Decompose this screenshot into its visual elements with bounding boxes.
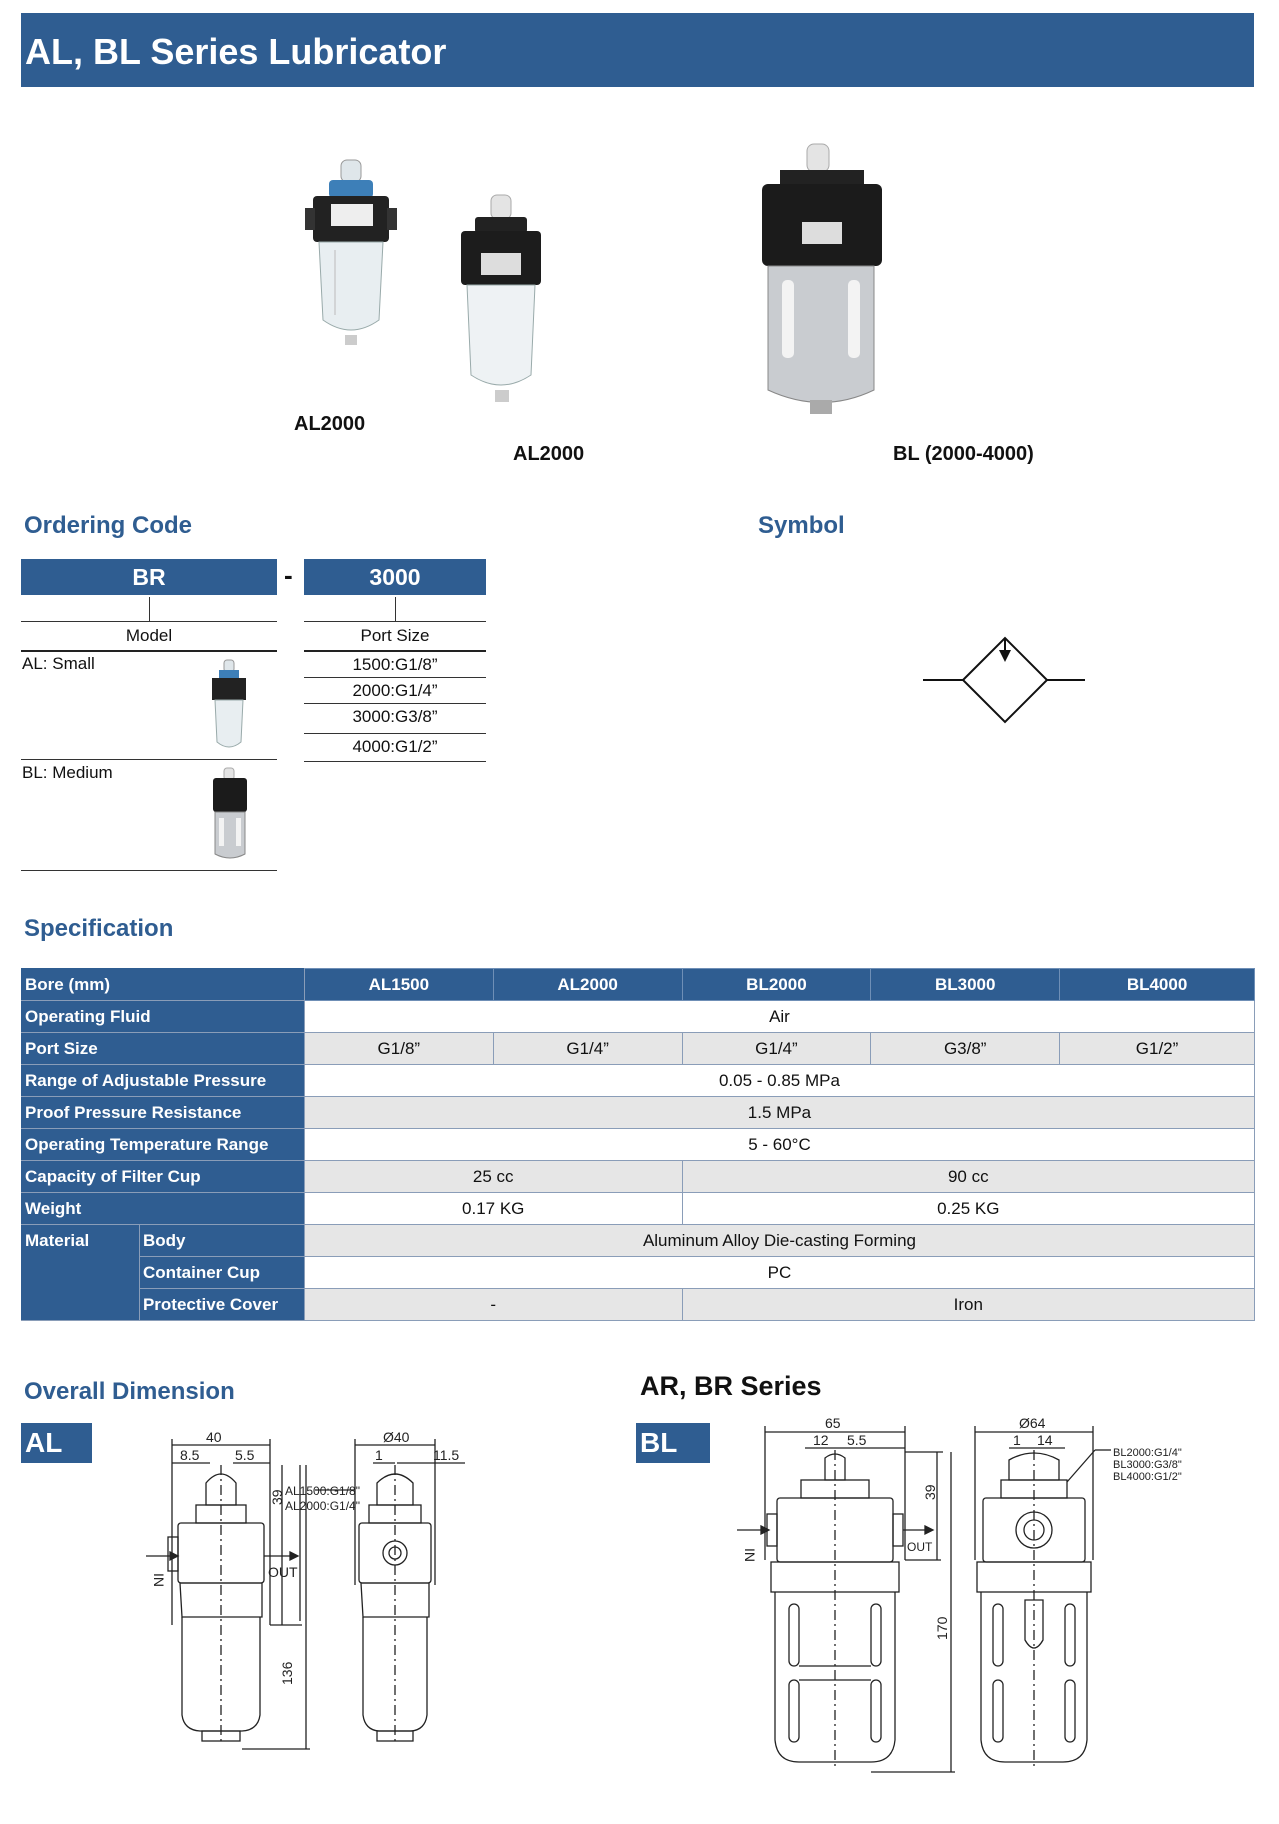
overall-dimension-title: Overall Dimension [24,1378,235,1405]
row-header: Operating Fluid [22,1001,305,1033]
table-row [22,1193,1255,1225]
code-separator: - [284,560,293,590]
bl-dimension-drawing [735,1410,1205,1780]
port-header: Port Size [360,626,430,645]
port-option: 1500:G1/8” [352,655,438,674]
table-cell: PC [304,1257,1254,1289]
table-row [22,1161,1255,1193]
model-header: Model [125,626,173,645]
model-al-thumbnail [208,656,252,754]
svg-text:40: 40 [206,1429,222,1445]
table-cell: G1/4” [493,1033,682,1065]
divider [304,761,486,762]
divider [304,733,486,734]
divider [21,650,277,652]
table-cell: G1/8” [304,1033,493,1065]
table-cell: 5 - 60°C [304,1129,1254,1161]
row-header: Range of Adjustable Pressure [22,1065,305,1097]
series-title: AR, BR Series [640,1371,822,1401]
table-cell: 0.25 KG [682,1193,1254,1225]
photo-label-3: BL (2000-4000) [893,443,1034,465]
row-subheader: Body [139,1225,304,1257]
al-side-view [285,1429,465,1745]
divider [304,677,486,678]
lubricator-symbol [915,630,1090,730]
table-row [22,1065,1255,1097]
svg-text:AL2000:G1/4": AL2000:G1/4" [285,1499,360,1513]
table-row [22,1001,1255,1033]
divider [21,870,277,871]
al-front-view [146,1429,310,1749]
row-header: Capacity of Filter Cup [22,1161,305,1193]
lubricator-bl-photo [762,144,882,414]
table-cell: 25 cc [304,1161,682,1193]
table-cell: 0.05 - 0.85 MPa [304,1065,1254,1097]
photo-label-1: AL2000 [294,413,366,435]
table-cell: Aluminum Alloy Die-casting Forming [304,1225,1254,1257]
svg-text:OUT: OUT [268,1564,298,1580]
port-option: 2000:G1/4” [352,681,438,700]
svg-text:BL2000:G1/4": BL2000:G1/4" [1113,1447,1182,1459]
row-header: Operating Temperature Range [22,1129,305,1161]
table-row [22,969,1255,1001]
svg-text:12: 12 [813,1432,829,1448]
svg-text:170: 170 [934,1616,950,1640]
column-header: BL2000 [682,969,871,1001]
divider [21,759,277,760]
bl-side-view [975,1415,1182,1770]
svg-text:5.5: 5.5 [847,1432,867,1448]
row-header: Proof Pressure Resistance [22,1097,305,1129]
photo-label-2: AL2000 [513,443,585,465]
product-photos [240,140,1120,480]
table-row [22,1257,1255,1289]
connector-line [149,597,150,621]
model-bl-thumbnail [208,766,252,864]
model-option-bl: BL: Medium [22,763,113,782]
row-header: Port Size [22,1033,305,1065]
table-cell: G3/8” [871,1033,1060,1065]
port-option: 3000:G3/8” [352,707,438,726]
svg-text:BL4000:G1/2": BL4000:G1/2" [1113,1471,1182,1483]
svg-text:AL1500:G1/8": AL1500:G1/8" [285,1484,360,1498]
lubricator-al2000-photo-1 [305,160,397,345]
row-subheader: Container Cup [139,1257,304,1289]
divider [304,650,486,652]
table-cell: Iron [682,1289,1254,1321]
divider [304,703,486,704]
svg-text:1: 1 [375,1447,383,1463]
svg-text:OUT: OUT [907,1540,933,1554]
table-cell: - [304,1289,682,1321]
table-row [22,1225,1255,1257]
connector-line [395,597,396,621]
svg-text:11.5: 11.5 [433,1447,460,1463]
page-title: AL, BL Series Lubricator [25,31,447,72]
table-cell: G1/2” [1060,1033,1255,1065]
svg-text:BL3000:G3/8": BL3000:G3/8" [1113,1459,1182,1471]
svg-text:5.5: 5.5 [235,1447,255,1463]
svg-text:IN: IN [742,1548,758,1562]
table-row [22,1097,1255,1129]
svg-text:136: 136 [279,1661,295,1685]
svg-text:14: 14 [1037,1432,1053,1448]
svg-text:8.5: 8.5 [180,1447,200,1463]
specification-title: Specification [24,915,174,942]
table-cell: G1/4” [682,1033,871,1065]
table-row [22,1289,1255,1321]
title-banner [21,13,1254,87]
bl-front-view [737,1415,955,1772]
code-box-port: 3000 [304,559,486,595]
row-header: Material [22,1225,140,1321]
code-box-model: BR [21,559,277,595]
specification-table [21,968,1255,1321]
svg-text:39: 39 [922,1484,938,1500]
column-header: AL2000 [493,969,682,1001]
port-option: 4000:G1/2” [352,737,438,756]
svg-text:IN: IN [151,1573,167,1587]
column-header: AL1500 [304,969,493,1001]
svg-text:39: 39 [269,1489,285,1505]
ordering-code-title: Ordering Code [24,512,193,539]
symbol-title: Symbol [758,512,845,539]
row-header: Bore (mm) [22,969,305,1001]
divider [304,621,486,622]
svg-text:Ø40: Ø40 [383,1429,410,1445]
table-row [22,1033,1255,1065]
divider [21,621,277,622]
al-tag: AL [21,1423,92,1463]
svg-text:Ø64: Ø64 [1019,1415,1046,1431]
table-cell: 1.5 MPa [304,1097,1254,1129]
table-cell: 90 cc [682,1161,1254,1193]
lubricator-al2000-photo-2 [461,195,541,402]
svg-text:65: 65 [825,1415,841,1431]
table-row [22,1129,1255,1161]
column-header: BL4000 [1060,969,1255,1001]
column-header: BL3000 [871,969,1060,1001]
svg-text:1: 1 [1013,1432,1021,1448]
row-subheader: Protective Cover [139,1289,304,1321]
al-dimension-drawing [130,1425,600,1755]
table-cell: Air [304,1001,1254,1033]
table-cell: 0.17 KG [304,1193,682,1225]
model-option-al: AL: Small [22,654,95,673]
row-header: Weight [22,1193,305,1225]
bl-tag: BL [636,1423,710,1463]
